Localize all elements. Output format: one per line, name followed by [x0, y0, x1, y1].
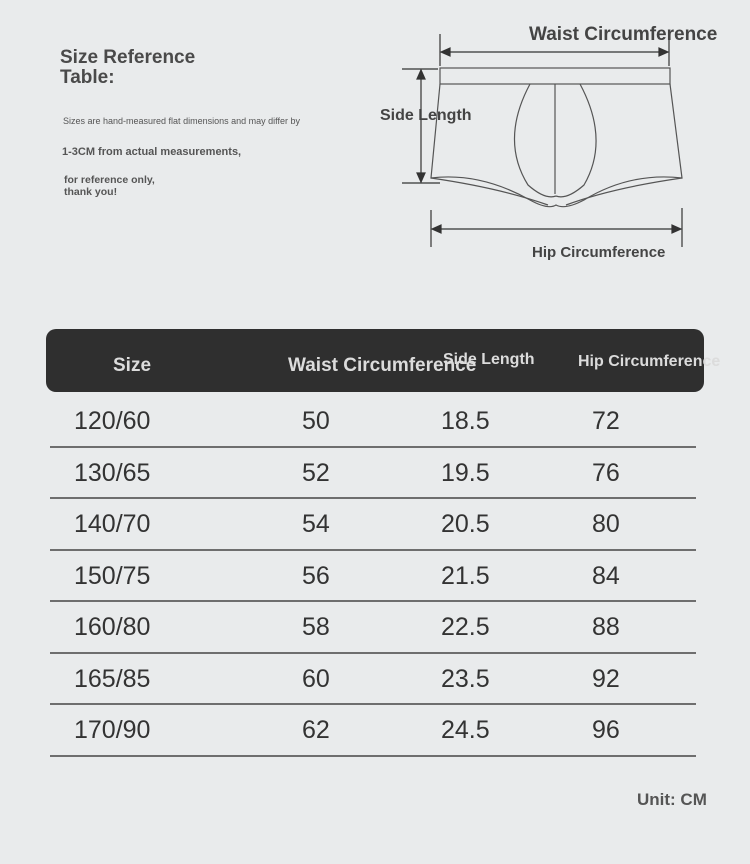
table-row [50, 654, 696, 706]
note-line-2: 1-3CM from actual measurements, [62, 146, 242, 158]
waist-cell: 58 [302, 613, 330, 641]
hip-arrowhead-right [672, 225, 681, 233]
size-cell: 150/75 [74, 561, 151, 590]
side-length-cell: 23.5 [441, 664, 490, 693]
hip-cell: 72 [592, 407, 620, 435]
table-row [50, 551, 696, 603]
side-length-cell: 22.5 [441, 613, 490, 641]
side-length-cell: 18.5 [441, 407, 490, 435]
side-length-cell: 19.5 [441, 458, 490, 487]
size-cell: 170/90 [74, 716, 151, 744]
side-length-cell: 21.5 [441, 561, 490, 590]
hip-cell: 76 [592, 458, 620, 487]
size-cell: 160/80 [74, 613, 151, 641]
hip-cell: 88 [592, 613, 620, 641]
size-table-body [50, 396, 696, 757]
hip-cell: 92 [592, 664, 620, 693]
brief-body-outline [431, 84, 682, 207]
table-row [50, 499, 696, 551]
hip-cell: 84 [592, 561, 620, 590]
left-leg-outline [431, 178, 548, 205]
pouch-right-outline [556, 84, 596, 197]
reference-title: Size Reference Table: [60, 47, 196, 88]
side-arrowhead-top [417, 70, 425, 79]
waist-arrowhead-left [441, 48, 450, 56]
header-waist: Waist Circumference [288, 355, 477, 376]
table-row [50, 602, 696, 654]
hip-cell: 80 [592, 510, 620, 538]
header-side-length: Side Length [443, 351, 535, 368]
waistband-outline [440, 68, 670, 84]
waist-label: Waist Circumference [529, 24, 718, 45]
waist-cell: 60 [302, 664, 330, 693]
waist-cell: 52 [302, 458, 330, 487]
note-line-1: Sizes are hand-measured flat dimensions and may differ by [63, 116, 300, 126]
size-cell: 130/65 [74, 458, 151, 487]
table-row [50, 448, 696, 500]
table-row [50, 705, 696, 757]
waist-arrowhead-right [659, 48, 668, 56]
size-cell: 120/60 [74, 407, 151, 435]
waist-cell: 56 [302, 561, 330, 590]
hip-label: Hip Circumference [532, 244, 666, 261]
waist-cell: 62 [302, 716, 330, 744]
side-length-label: Side Length [380, 107, 472, 124]
table-row [50, 396, 696, 448]
waist-cell: 54 [302, 510, 330, 538]
size-cell: 165/85 [74, 664, 151, 693]
header-size: Size [113, 355, 152, 376]
side-arrowhead-bottom [417, 173, 425, 182]
unit-label: Unit: CM [637, 790, 707, 809]
size-cell: 140/70 [74, 510, 151, 538]
note-line-3: for reference only, thank you! [64, 174, 155, 198]
pouch-left-outline [514, 84, 556, 197]
hip-arrowhead-left [432, 225, 441, 233]
side-length-cell: 24.5 [441, 716, 490, 744]
side-length-cell: 20.5 [441, 510, 490, 538]
waist-cell: 50 [302, 407, 330, 435]
hip-cell: 96 [592, 716, 620, 744]
underwear-measurement-diagram [380, 20, 750, 270]
header-hip: Hip Circumference [578, 353, 721, 370]
